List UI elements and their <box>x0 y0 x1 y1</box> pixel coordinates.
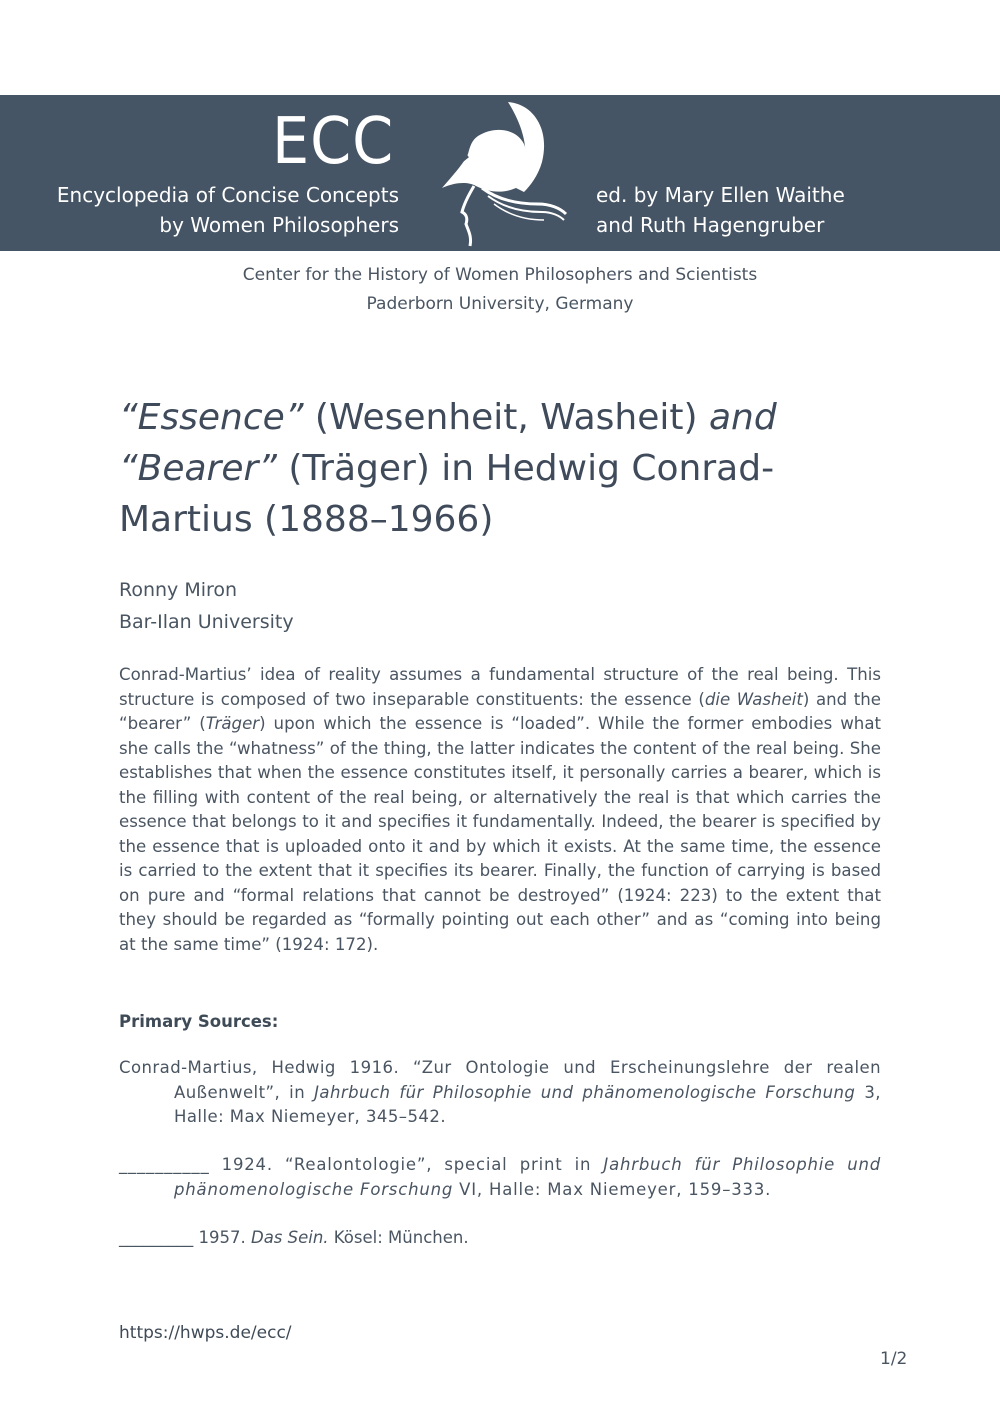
reference-entry <box>119 1056 881 1130</box>
abstract-text-1: Conrad-Martius’ idea of reality assumes a fundamental structure of the real being. This structure is composed of two inseparable constituents: the essence ( <box>119 665 881 709</box>
page-number: 1/2 <box>880 1349 908 1369</box>
reference-text: 3, Halle: Max Niemeyer, 345–542. <box>174 1082 881 1126</box>
editors-line-2: and Ruth Hagengruber <box>596 213 825 237</box>
abstract-term-trager: Träger <box>205 714 260 733</box>
reference-book-title: Das Sein. <box>250 1228 329 1247</box>
title-essence-german: (Wesenheit, Washeit) <box>303 397 709 438</box>
series-title <box>57 180 399 240</box>
title-and: and <box>708 397 777 438</box>
ecc-logo-text: ECC <box>272 105 395 179</box>
editors-line-1: ed. by Mary Ellen Waithe <box>596 183 845 207</box>
athena-helmet-logo-icon <box>438 100 568 250</box>
footer-url-link[interactable]: https://hwps.de/ecc/ <box>119 1323 292 1343</box>
abstract-term-washeit: die Washeit <box>704 689 803 709</box>
reference-text: _________ 1957. <box>119 1228 251 1247</box>
institution-line-2: Paderborn University, Germany <box>366 294 634 314</box>
abstract-text-2: ) and the “bearer” ( <box>119 689 881 733</box>
reference-journal: Jahrbuch für Philosophie und phänomenologische Forschung <box>314 1082 856 1102</box>
author-affiliation: Bar-Ilan University <box>119 611 294 633</box>
series-line-1: Encyclopedia of Concise Concepts <box>56 183 399 207</box>
editors <box>596 180 845 240</box>
abstract-paragraph <box>119 663 881 957</box>
series-line-2: by Women Philosophers <box>159 213 399 237</box>
abstract-text-3: ) upon which the essence is “loaded”. While the former embodies what she calls the “whatness” of the thing, the latter indicates the content of the real being. She establishes that when the essence constitutes itself, it personally carries a bearer, which is the filling with content of the real being, or alternatively the real is that which carries the essence that belongs to it and specifies it fundamentally. Indeed, the bearer is specified by the essence that is uploaded onto it and by which it exists. At the same time, the essence is carried to the extent that it specifies its bearer. Finally, the function of carrying is based on pure and “formal relations that cannot be destroyed” (1924: 223) to the extent that they should be regarded as “formally pointing out each other” and as “coming into being at the same time” (1924: 172). <box>119 714 881 954</box>
reference-entry <box>119 1226 881 1251</box>
article-title <box>119 392 889 545</box>
title-bearer: “Bearer” <box>119 448 277 489</box>
reference-journal: Jahrbuch für Philosophie und phänomenologische Forschung <box>174 1155 882 1199</box>
institution-line-1: Center for the History of Women Philosophers and Scientists <box>242 265 758 285</box>
title-essence: “Essence” <box>119 397 304 438</box>
primary-sources-heading: Primary Sources: <box>119 1012 279 1031</box>
reference-text: __________ 1924. “Realontologie”, special print in <box>119 1155 604 1174</box>
reference-text: VI, Halle: Max Niemeyer, 159–333. <box>453 1179 772 1199</box>
reference-text: Conrad-Martius, Hedwig 1916. “Zur Ontologie und Erscheinungslehre der realen Außenwelt”, in <box>119 1058 881 1102</box>
title-bearer-rest: (Träger) in Hedwig Conrad-Martius (1888–1966) <box>119 448 775 540</box>
reference-text: Kösel: München. <box>328 1228 469 1247</box>
author-name: Ronny Miron <box>119 579 238 601</box>
reference-entry <box>119 1153 881 1202</box>
